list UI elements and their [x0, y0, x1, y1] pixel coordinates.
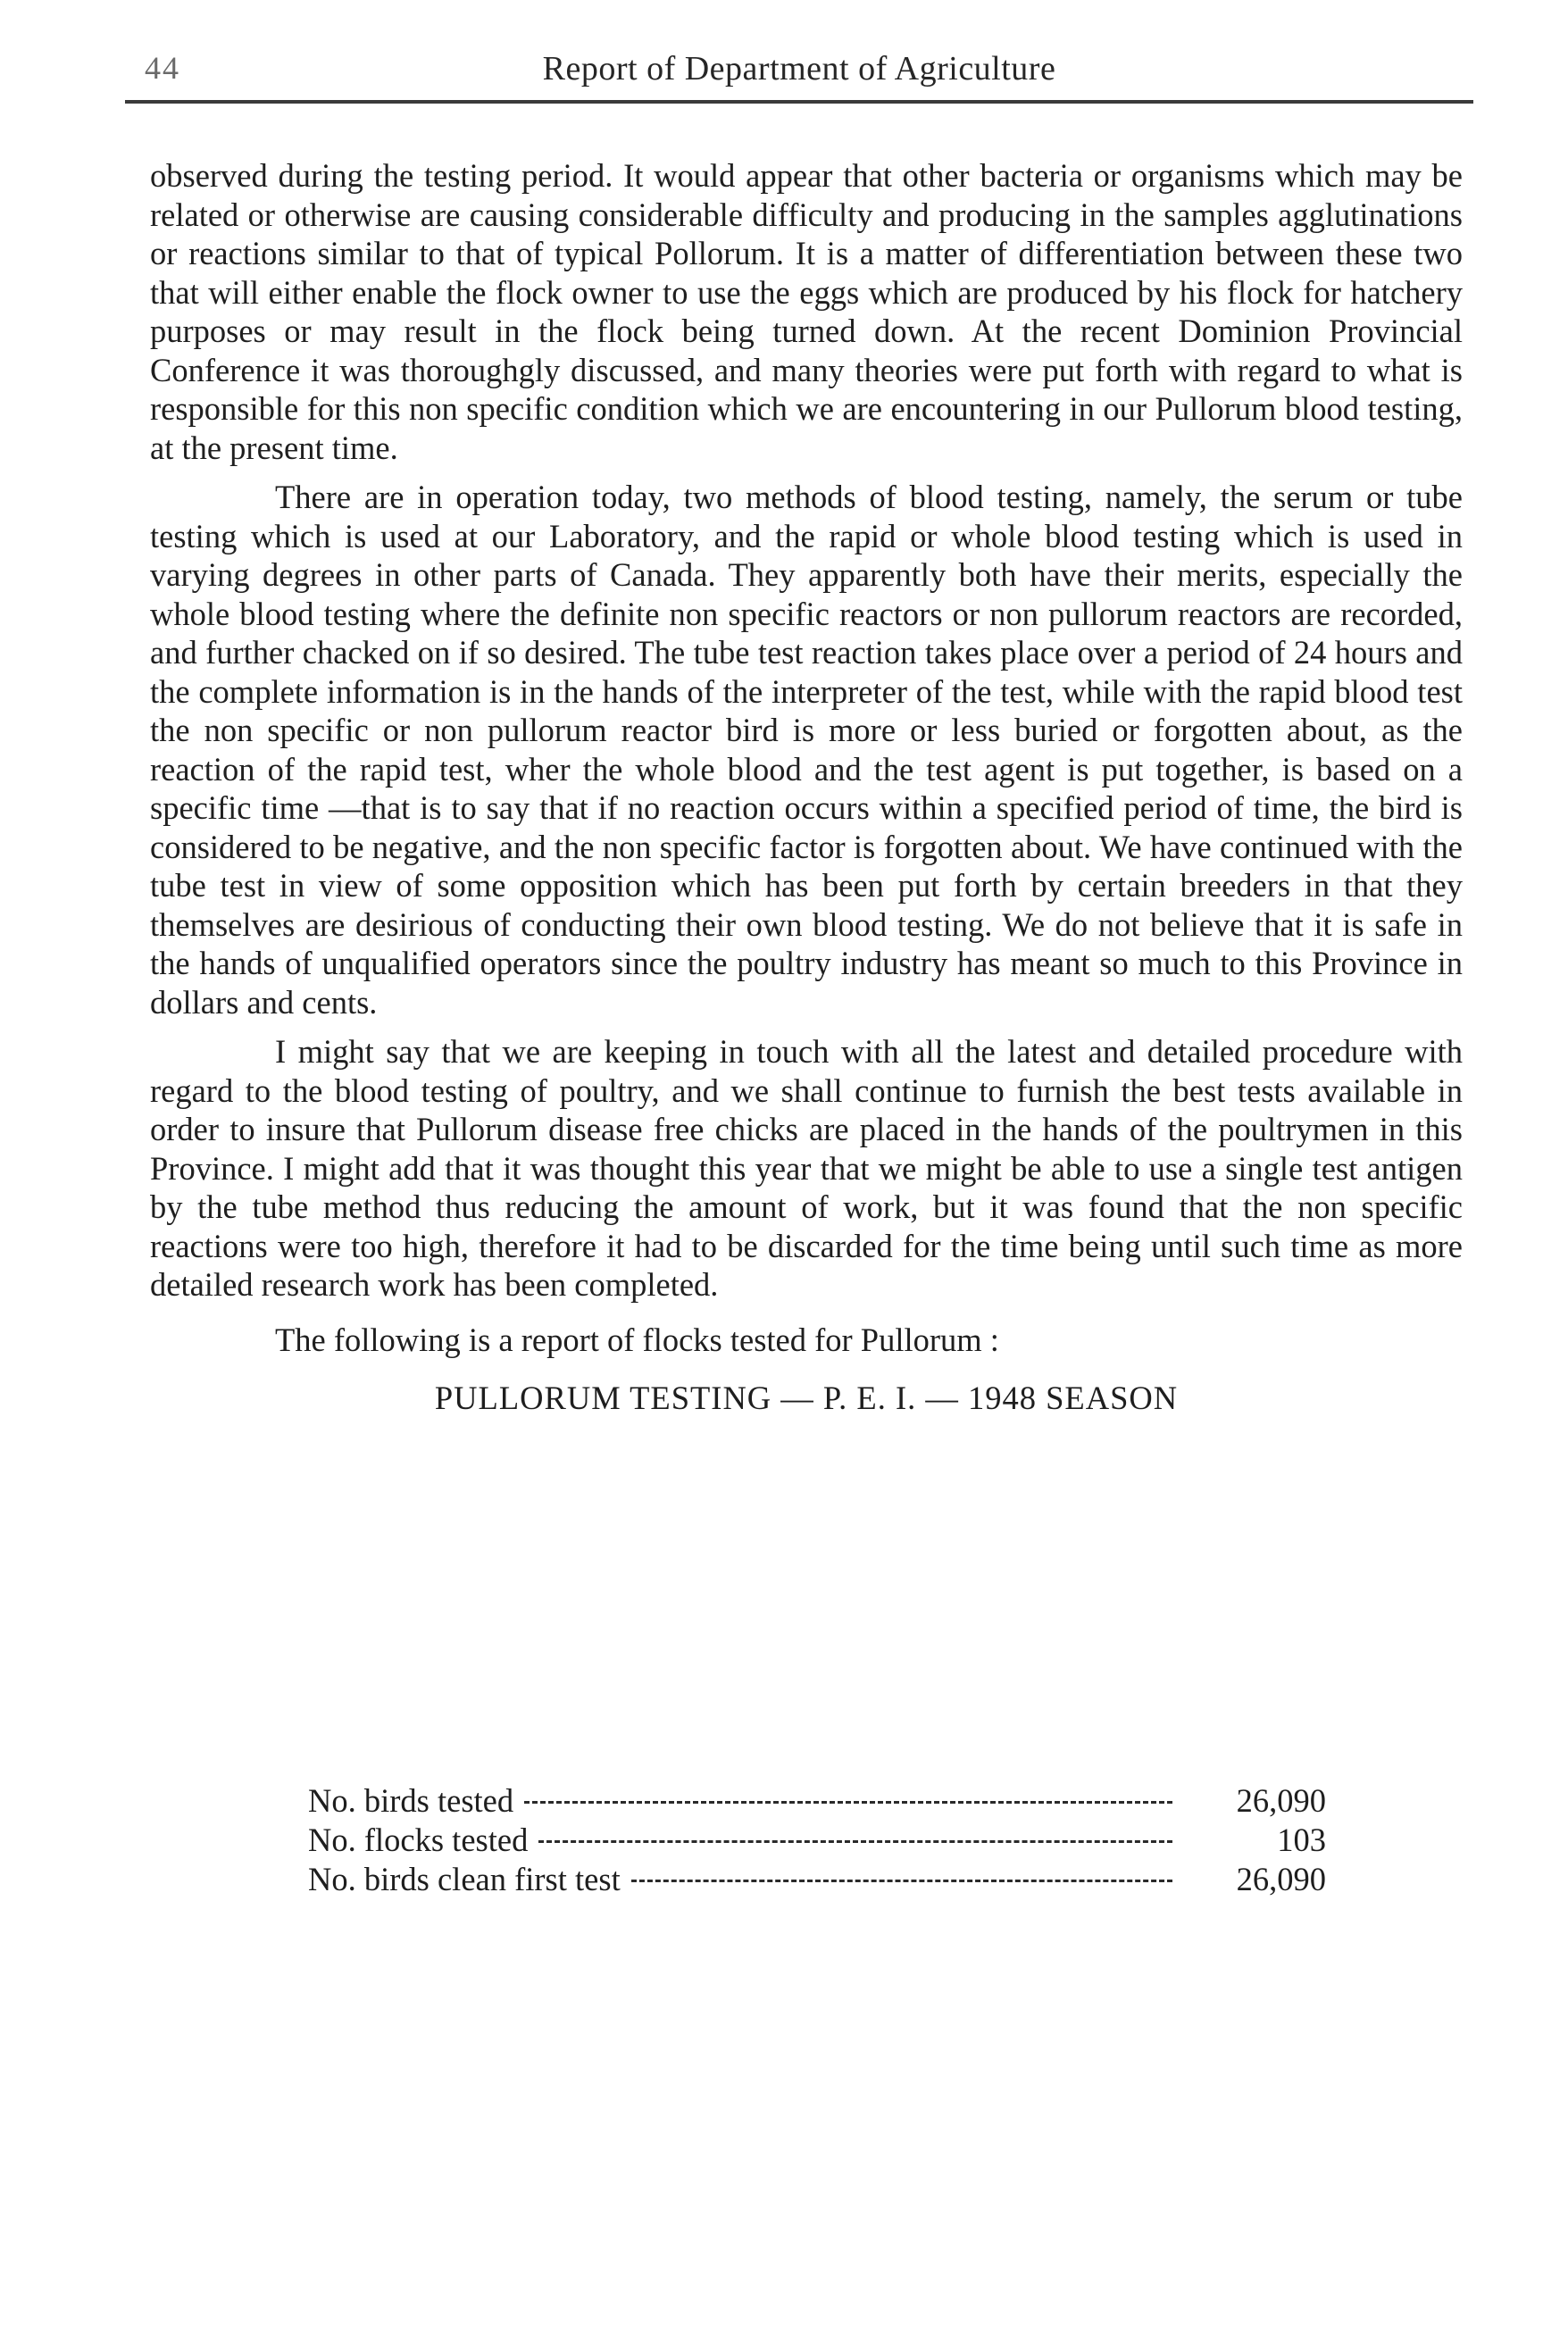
page-header	[134, 49, 1464, 94]
stat-row-birds-tested	[308, 1781, 1326, 1821]
stat-row-birds-clean	[308, 1860, 1326, 1899]
dot-leader	[538, 1840, 1172, 1843]
paragraph-1: observed during the testing period. It would appear that other bacteria or organisms which may be related or otherwise are causing considerable difficulty and producing in the samples agglutinations or reactions similar to that of typical Pollorum. It is a matter of differentiation between these two that will either enable the flock owner to use the eggs which are produced by his flock for hatchery purposes or may result in the flock being turned down. At the recent Dominion Provincial Conference it was thoroughgly discussed, and many theories were put forth with regard to what is responsible for this non specific condition which we are encountering in our Pullorum blood testing, at the present time.	[150, 157, 1463, 466]
report-intro: The following is a report of flocks tested for Pullorum :	[275, 1321, 999, 1358]
stat-row-flocks-tested	[308, 1821, 1326, 1860]
stat-label: No. birds clean first test	[308, 1861, 621, 1897]
running-title: Report of Department of Agriculture	[542, 50, 1056, 88]
dot-leader	[524, 1801, 1172, 1804]
body-text	[150, 156, 1463, 1418]
stat-value: 103	[1277, 1822, 1326, 1858]
page-number: 44	[145, 50, 180, 86]
header-rule	[125, 100, 1473, 104]
table-title: PULLORUM TESTING — P. E. I. — 1948 SEASON	[434, 1380, 1179, 1416]
stat-value: 26,090	[1236, 1861, 1326, 1897]
dot-leader	[631, 1880, 1172, 1882]
paragraph-2: There are in operation today, two methods of blood testing, namely, the serum or tube testing which is used at our Laboratory, and the rapid or whole blood testing which is used in varying degrees in other parts of Canada. They apparently both have their merits, especially the whole blood testing where the definite non specific reactors or non pullorum reactors are recorded, and further chacked on if so desired. The tube test reaction takes place over a period of 24 hours and the complete information is in the hands of the interpreter of the test, while with the rapid blood test the non specific or non pullorum reactor bird is more or less buried or forgotten about, as the reaction of the rapid test, wher the whole blood and the test agent is put together, is based on a specific time —that is to say that if no reaction occurs within a specified period of time, the bird is considered to be negative, and the non specific factor is forgotten about. We have continued with the tube test in view of some opposition which has been put forth by certain breeders in that they themselves are desirious of conducting their own blood testing. We do not believe that it is safe in the hands of unqualified operators since the poultry industry has meant so much to this Province in dollars and cents.	[150, 479, 1463, 1021]
stat-label: No. flocks tested	[308, 1822, 529, 1858]
stat-value: 26,090	[1236, 1782, 1326, 1819]
stats-table	[308, 1781, 1326, 1899]
stat-label: No. birds tested	[308, 1782, 514, 1819]
paragraph-3: I might say that we are keeping in touch with all the latest and detailed procedure with regard to the blood testing of poultry, and we shall continue to furnish the best tests available in order to insure that Pullorum disease free chicks are placed in the hands of the poultrymen in this Province. I might add that it was thought this year that we might be able to use a single test antigen by the tube method thus reducing the amount of work, but it was found that the non specific reactions were too high, therefore it had to be discarded for the time being until such time as more detailed research work has been completed.	[150, 1033, 1463, 1303]
